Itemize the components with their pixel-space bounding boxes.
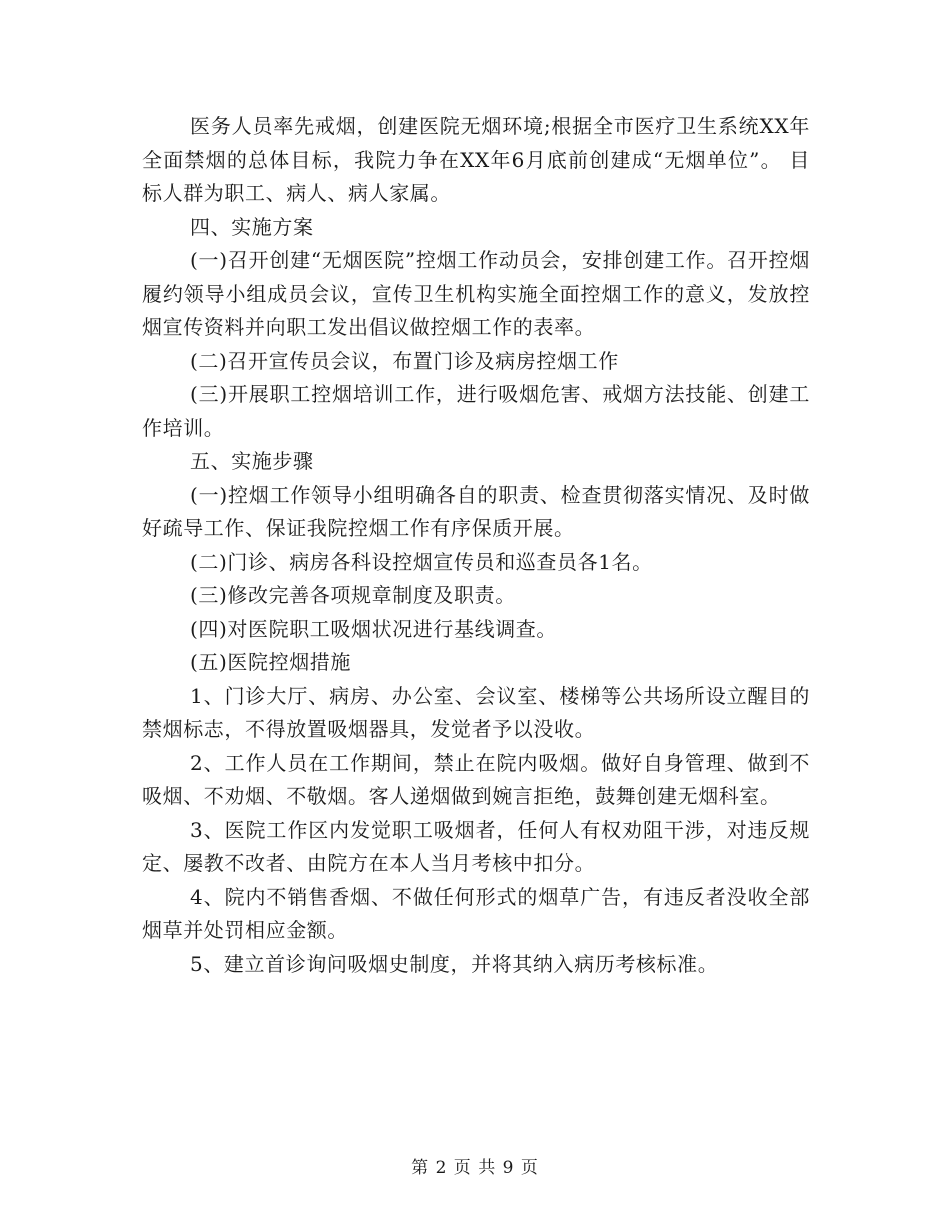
page-footer: 第 2 页 共 9 页 (411, 1158, 539, 1178)
paragraph-step-4: (四)对医院职工吸烟状况进行基线调查。 (190, 616, 558, 641)
paragraph-measure-1: 1、门诊大厅、病房、办公室、会议室、楼梯等公共场所设立醒目的禁烟标志，不得放置吸烟器具，发觉者予以没收。 (142, 683, 810, 741)
paragraph-plan-3: (三)开展职工控烟培训工作，进行吸烟危害、戒烟方法技能、创建工作培训。 (142, 382, 810, 440)
paragraph-measure-2: 2、工作人员在工作期间，禁止在院内吸烟。做好自身管理、做到不吸烟、不劝烟、不敬烟。客人递烟做到婉言拒绝，鼓舞创建无烟科室。 (142, 750, 810, 808)
paragraph-plan-2: (二)召开宣传员会议，布置门诊及病房控烟工作 (190, 348, 619, 373)
paragraph-measure-3: 3、医院工作区内发觉职工吸烟者，任何人有权劝阻干涉，对违反规定、屡教不改者、由院方在本人当月考核中扣分。 (142, 817, 810, 875)
paragraph-step-3: (三)修改完善各项规章制度及职责。 (190, 583, 516, 607)
document-body (142, 110, 810, 981)
paragraph-step-2: (二)门诊、病房各科设控烟宣传员和巡查员各1名。 (190, 549, 653, 574)
paragraph-plan-1: (一)召开创建“无烟医院”控烟工作动员会，安排创建工作。召开控烟履约领导小组成员会议，宣传卫生机构实施全面控烟工作的意义，发放控烟宣传资料并向职工发出倡议做控烟工作的表率。 (142, 248, 810, 339)
section-heading-5: 五、实施步骤 (190, 449, 314, 473)
paragraph-step-1: (一)控烟工作领导小组明确各自的职责、检查贯彻落实情况、及时做好疏导工作、保证我院控烟工作有序保质开展。 (142, 482, 810, 540)
paragraph-measure-5: 5、建立首诊询问吸烟史制度，并将其纳入病历考核标准。 (190, 951, 719, 976)
paragraph-1: 医务人员率先戒烟，创建医院无烟环境;根据全市医疗卫生系统XX年全面禁烟的总体目标，我院力争在XX年6月底前创建成“无烟单位”。 目标人群为职工、病人、病人家属。 (142, 114, 810, 205)
paragraph-measure-4: 4、院内不销售香烟、不做任何形式的烟草广告，有违反者没收全部烟草并处罚相应金额。 (142, 884, 810, 942)
paragraph-step-5: (五)医院控烟措施 (190, 650, 352, 674)
section-heading-4: 四、实施方案 (190, 214, 314, 239)
